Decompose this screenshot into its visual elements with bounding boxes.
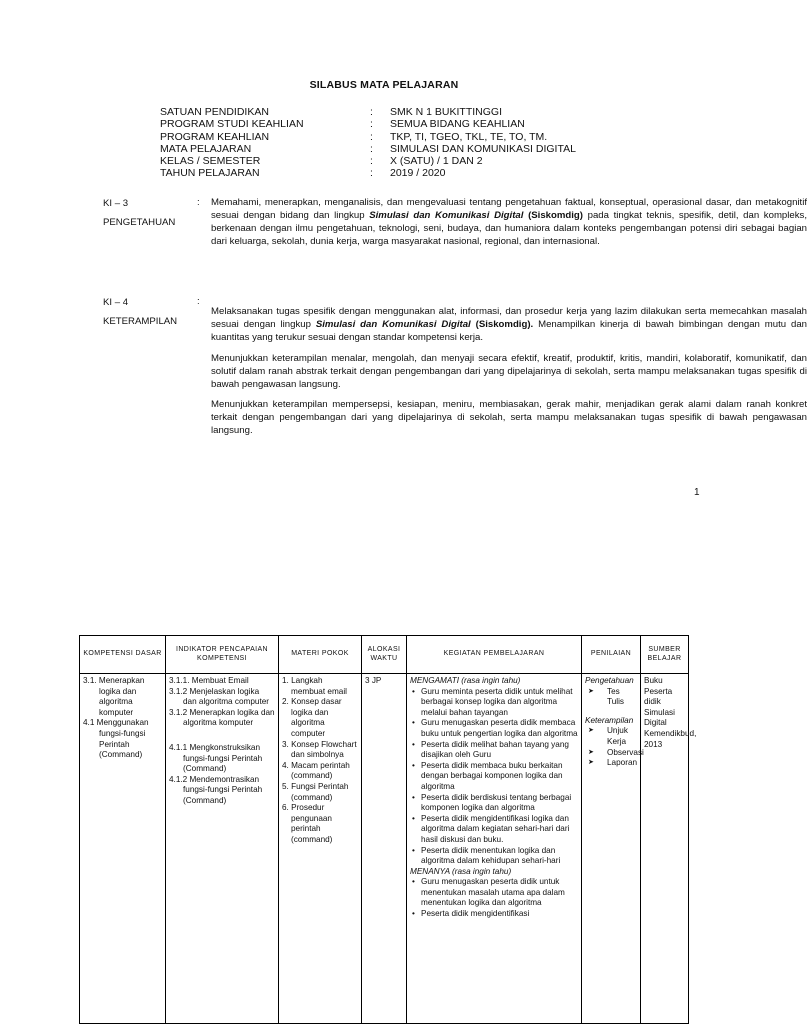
meta-row: SATUAN PENDIDIKAN : SMK N 1 BUKITTINGGI bbox=[160, 106, 503, 118]
list-item: 6. Prosedur pengunaan perintah (command) bbox=[282, 803, 333, 844]
meta-value: X (SATU) / 1 DAN 2 bbox=[390, 155, 483, 168]
meta-row: MATA PELAJARAN : SIMULASI DAN KOMUNIKASI DIGITAL bbox=[160, 142, 576, 155]
list-item: • Peserta didik mengidentifikasi logika dan algoritma dalam kegiatan sehari-hari dari hasil diskusi dan buku. bbox=[410, 814, 578, 846]
header-cell: KOMPETENSI DASAR bbox=[80, 636, 166, 674]
table-row bbox=[80, 674, 689, 1024]
phase-heading: MENGAMATI (rasa ingin tahu) bbox=[410, 676, 521, 685]
meta-label: PROGRAM KEAHLIAN bbox=[160, 130, 270, 143]
list-item: • Peserta didik melihat bahan tayang yang disajikan oleh Guru bbox=[410, 740, 578, 761]
header-cell: SUMBER BELAJAR bbox=[641, 636, 689, 674]
list-item: ➤ Tes Tulis bbox=[585, 687, 637, 708]
assessment-heading: Keterampilan bbox=[585, 715, 634, 725]
kd-cell bbox=[80, 674, 166, 1024]
syllabus-table bbox=[79, 635, 697, 1024]
list-item: • Guru meminta peserta didik untuk melihat berbagai konsep logika dan algoritma melalui bahan tayangan bbox=[410, 687, 578, 719]
meta-value: SMK N 1 BUKITTINGGI bbox=[390, 106, 503, 118]
list-item: ➤ Observasi bbox=[585, 748, 637, 759]
list-item: 3.1.2 Menerapkan logika dan algoritma komputer bbox=[169, 707, 275, 728]
alokasi-cell: 3 JP bbox=[362, 674, 407, 1024]
meta-label: TAHUN PELAJARAN bbox=[160, 167, 260, 180]
sumber-cell: Buku Peserta didik Simulasi Digital Kemendikbud, 2013 bbox=[641, 674, 689, 1024]
meta-row: PROGRAM STUDI KEAHLIAN : SEMUA BIDANG KEAHLIAN bbox=[160, 118, 525, 131]
list-item: 5. Fungsi Perintah (command) bbox=[282, 781, 349, 802]
document-page: SILABUS MATA PELAJARAN SATUAN PENDIDIKAN : SMK N 1 BUKITTINGGI PROGRAM STUDI KEAHLIAN : SEMUA BIDANG KEAHLIAN PROGRAM KEAHLIAN : TKP, TI, TGEO, TKL, TE, TO, TM. MATA PELAJARAN : SIMULASI DAN KOMUNIKASI DIGITAL KELAS / SEMESTER : X (SATU) / 1 DAN 2 TAHUN PELAJARAN : 2019 / 2020 KI – 3 PENGETAHUAN : Memahami, menerapkan, menganalisis, dan mengevaluasi tentang pengetahuan faktual, konseptual, operasional dasar, dan metakognitif sesuai dengan bidang dan lingkup Simulasi dan Komunikasi Digital (Siskomdig) pada tingkat teknis, spesifik, detil, dan kompleks, berkenaan dengan ilmu pengetahuan, teknologi, seni, budaya, dan humaniora dalam konteks pengembangan potensi diri sebagai bagian dari keluarga, sekolah, dunia kerja, warga masyarakat nasional, regional, dan internasional. KI – 4 KETERAMPILAN : Melaksanakan tugas spesifik dengan menggunakan alat, informasi, dan prosedur kerja yang lazim dilakukan serta memecahkan masalah sesuai dengan lingkup Simulasi dan Komunikasi Digital (Siskomdig). Menampilkan kinerja di bawah bimbingan dengan mutu dan kuantitas yang terukur sesuai dengan standar kompetensi kerja. Menunjukkan keterampilan menalar, mengolah, dan menyaji secara efektif, kreatif, produktif, kritis, mandiri, kolaboratif, komunikatif, dan solutif dalam ranah abstrak terkait dengan pengembangan dari yang dipelajarinya di sekolah, serta mampu melaksanakan tugas spesifik di bawah pengawasan langsung. Menunjukkan keterampilan mempersepsi, kesiapan, meniru, membiasakan, gerak mahir, menjadikan gerak alami dalam ranah konkret terkait dengan pengembangan dari yang dipelajarinya di sekolah, serta mampu melaksanakan tugas spesifik di bawah pengawasan langsung. 1 bbox=[0, 0, 768, 520]
meta-value: TKP, TI, TGEO, TKL, TE, TO, TM. bbox=[390, 130, 548, 143]
list-item: 3.1.2 Menjelaskan logika dan algoritma computer bbox=[169, 686, 270, 707]
meta-label: SATUAN PENDIDIKAN bbox=[160, 106, 269, 118]
indikator-cell bbox=[166, 674, 279, 1024]
meta-value: SEMUA BIDANG KEAHLIAN bbox=[390, 118, 525, 131]
list-item: ➤ Laporan bbox=[585, 758, 637, 769]
list-item: • Peserta didik menentukan logika dan algoritma dalam kehidupan sehari-hari bbox=[410, 846, 578, 867]
list-item: • Peserta didik membaca buku berkaitan dengan berbagai komponen logika dan algoritma bbox=[410, 761, 578, 793]
meta-label: KELAS / SEMESTER bbox=[160, 155, 261, 168]
meta-row: TAHUN PELAJARAN : 2019 / 2020 bbox=[160, 167, 446, 180]
materi-cell bbox=[279, 674, 362, 1024]
table-header-row bbox=[80, 636, 689, 674]
list-item: 4.1.2 Mendemontrasikan fungsi-fungsi Perintah (Command) bbox=[169, 774, 263, 805]
list-item: 1. Langkah membuat email bbox=[282, 676, 347, 696]
page-number: 1 bbox=[694, 487, 700, 498]
meta-value: SIMULASI DAN KOMUNIKASI DIGITAL bbox=[390, 142, 576, 155]
list-item: • Guru menugaskan peserta didik untuk menentukan masalah utama apa dalam menentukan logika dan algoritma bbox=[410, 877, 578, 909]
kegiatan-cell bbox=[407, 674, 582, 1024]
ki4-code: KI – 4 bbox=[103, 297, 129, 308]
document-title: SILABUS MATA PELAJARAN bbox=[309, 79, 459, 91]
ki3-code: KI – 3 bbox=[103, 198, 129, 209]
header-cell: PENILAIAN bbox=[582, 636, 641, 674]
list-item: • Peserta didik mengidentifikasi bbox=[410, 909, 578, 920]
ki3-text: Memahami, menerapkan, menganalisis, dan mengevaluasi tentang pengetahuan faktual, konseptual, operasional dasar, dan metakognitif sesuai dengan bidang dan lingkup Simulasi dan Komunikasi Digital (Siskomdig) pada tingkat teknis, spesifik, detil, dan kompleks, berkenaan dengan ilmu pengetahuan, teknologi, seni, budaya, dan humaniora dalam konteks pengembangan potensi diri sebagai bagian dari keluarga, sekolah, dunia kerja, warga masyarakat nasional, regional, dan internasional. bbox=[211, 197, 807, 247]
meta-row: PROGRAM KEAHLIAN : TKP, TI, TGEO, TKL, TE, TO, TM. bbox=[160, 130, 548, 143]
meta-label: PROGRAM STUDI KEAHLIAN bbox=[160, 118, 304, 131]
identity-block bbox=[160, 106, 576, 180]
list-item: 3.1.1. Membuat Email bbox=[169, 676, 249, 685]
ki4-paragraph-2: Menunjukkan keterampilan menalar, mengolah, dan menyaji secara efektif, kreatif, produktif, kritis, mandiri, kolaboratif, komunikatif, dan solutif dalam ranah abstrak terkait dengan pengembangan dari yang dipelajarinya di sekolah, serta mampu melaksanakan tugas spesifik di bawah pengawasan langsung. bbox=[211, 352, 807, 390]
list-item: ➤ Unjuk Kerja bbox=[585, 726, 637, 747]
ki4-paragraph-3: Menunjukkan keterampilan mempersepsi, kesiapan, meniru, membiasakan, gerak mahir, menjadikan gerak alami dalam ranah konkret terkait dengan pengembangan dari yang dipelajarinya di sekolah, serta mampu melaksanakan tugas spesifik di bawah pengawasan langsung. bbox=[211, 399, 807, 437]
meta-row: KELAS / SEMESTER : X (SATU) / 1 DAN 2 bbox=[160, 155, 483, 168]
ki4-name: KETERAMPILAN bbox=[103, 316, 178, 327]
header-cell: MATERI POKOK bbox=[279, 636, 362, 674]
header-cell: ALOKASI WAKTU bbox=[362, 636, 407, 674]
list-item: 4. Macam perintah (command) bbox=[282, 760, 350, 781]
list-item: 4.1 Menggunakan fungsi-fungsi Perintah (Command) bbox=[83, 718, 149, 760]
list-item: 3.1. Menerapkan logika dan algoritma komputer bbox=[83, 676, 145, 717]
phase-heading: MENANYA (rasa ingin tahu) bbox=[410, 866, 512, 876]
list-item: • Peserta didik berdiskusi tentang berbagai komponen logika dan algoritma bbox=[410, 793, 578, 814]
list-item: 4.1.1 Mengkonstruksikan fungsi-fungsi Perintah (Command) bbox=[169, 742, 263, 774]
list-item: 3. Konsep Flowchart dan simbolnya bbox=[282, 739, 357, 760]
ki4-text: Melaksanakan tugas spesifik dengan menggunakan alat, informasi, dan prosedur kerja yang lazim dilakukan serta memecahkan masalah sesuai dengan lingkup Simulasi dan Komunikasi Digital (Siskomdig). Menampilkan kinerja di bawah bimbingan dengan mutu dan kuantitas yang terukur sesuai dengan standar kompetensi kerja. Menunjukkan keterampilan menalar, mengolah, dan menyaji secara efektif, kreatif, produktif, kritis, mandiri, kolaboratif, komunikatif, dan solutif dalam ranah abstrak terkait dengan pengembangan dari yang dipelajarinya di sekolah, serta mampu melaksanakan tugas spesifik di bawah pengawasan langsung. Menunjukkan keterampilan mempersepsi, kesiapan, meniru, membiasakan, gerak mahir, menjadikan gerak alami dalam ranah konkret terkait dengan pengembangan dari yang dipelajarinya di sekolah, serta mampu melaksanakan tugas spesifik di bawah pengawasan langsung. bbox=[211, 306, 807, 437]
header-cell: INDIKATOR PENCAPAIAN KOMPETENSI bbox=[166, 636, 279, 674]
list-item: 2. Konsep dasar logika dan algoritma computer bbox=[282, 697, 342, 738]
meta-label: MATA PELAJARAN bbox=[160, 142, 252, 155]
penilaian-cell bbox=[582, 674, 644, 1024]
ki3-name: PENGETAHUAN bbox=[103, 217, 176, 228]
list-item: • Guru menugaskan peserta didik membaca buku untuk pengertian logika dan algoritma bbox=[410, 718, 578, 739]
assessment-heading: Pengetahuan bbox=[585, 676, 634, 685]
header-cell: KEGIATAN PEMBELAJARAN bbox=[407, 636, 582, 674]
meta-value: 2019 / 2020 bbox=[390, 167, 446, 180]
